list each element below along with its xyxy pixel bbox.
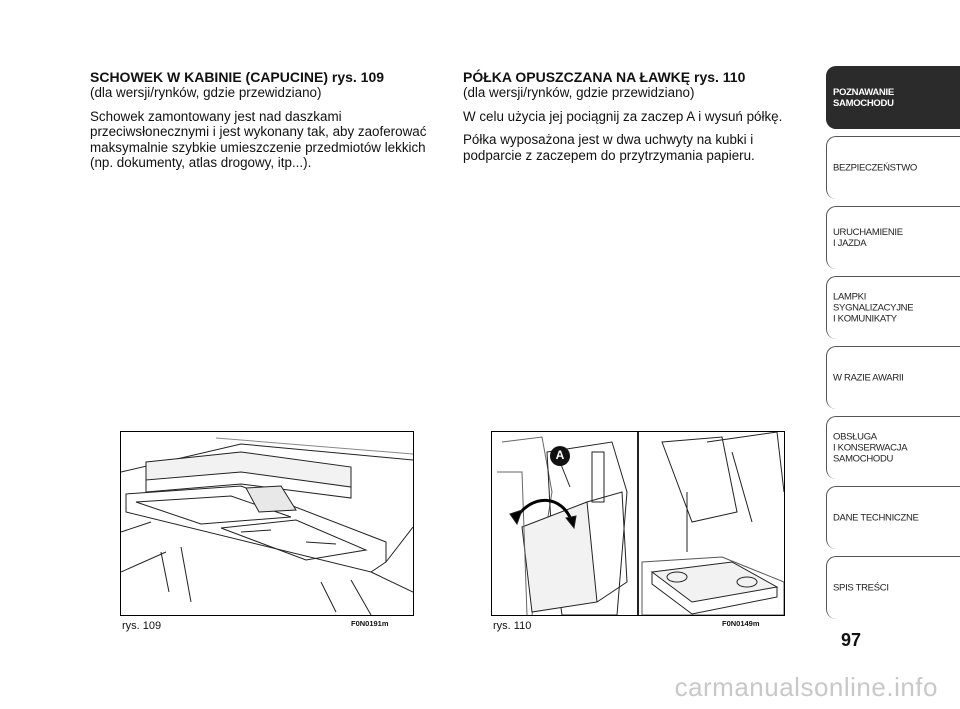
tab-obsluga-i-konserwacja[interactable]: OBSŁUGA I KONSERWACJA SAMOCHODU [826,416,960,479]
tab-w-razie-awarii[interactable]: W RAZIE AWARII [826,346,960,409]
figure-109-code: F0N0191m [351,619,389,628]
figure-110-code: F0N0149m [722,619,760,628]
tab-dane-techniczne[interactable]: DANE TECHNICZNE [826,486,960,549]
section-body-2: Półka wyposażona jest w dwa uchwyty na kubki i podparcie z zaczepem do przytrzymania papieru. [463,132,755,163]
figure-110-caption: rys. 110 [493,620,532,632]
overhead-storage-illustration [121,432,413,615]
tab-poznawanie-samochodu[interactable]: POZNAWANIE SAMOCHODU [826,66,960,129]
tab-spis-tresci[interactable]: SPIS TREŚCI [826,556,960,619]
tab-uruchamienie-i-jazda[interactable]: URUCHAMIENIE I JAZDA [826,206,960,269]
left-column [90,70,450,171]
section-heading-shelf: PÓŁKA OPUSZCZANA NA ŁAWKĘ rys. 110 [463,69,746,85]
section-heading-capucine: SCHOWEK W KABINIE (CAPUCINE) rys. 109 [90,69,385,85]
page-number: 97 [840,630,862,650]
folding-shelf-illustration [492,432,784,615]
figure-110-folding-shelf [491,431,785,616]
section-body: Schowek zamontowany jest nad daszkami przeciwsłonecznymi i jest wykonany tak, aby zaoferować maksymalnie szybkie umieszczenie przedmiotów lekkich (np. dokumenty, atlas drogowy, itp...). [90,108,427,170]
right-column [463,70,808,163]
tab-lampki-sygnalizacyjne[interactable]: LAMPKI SYGNALIZACYJNE I KOMUNIKATY [826,276,960,339]
section-body-1: W celu użycia jej pociągnij za zaczep A i wysuń półkę. [463,108,783,124]
watermark: carmanualsonline.info [674,672,938,702]
tab-bezpieczenstwo[interactable]: BEZPIECZEŃSTWO [826,136,960,199]
section-subheading: (dla wersji/rynków, gdzie przewidziano) [463,85,695,100]
figure-109-caption: rys. 109 [122,620,162,632]
marker-a-label: A [555,448,565,462]
figure-109-overhead-storage [120,431,414,616]
section-subheading: (dla wersji/rynków, gdzie przewidziano) [90,85,322,100]
